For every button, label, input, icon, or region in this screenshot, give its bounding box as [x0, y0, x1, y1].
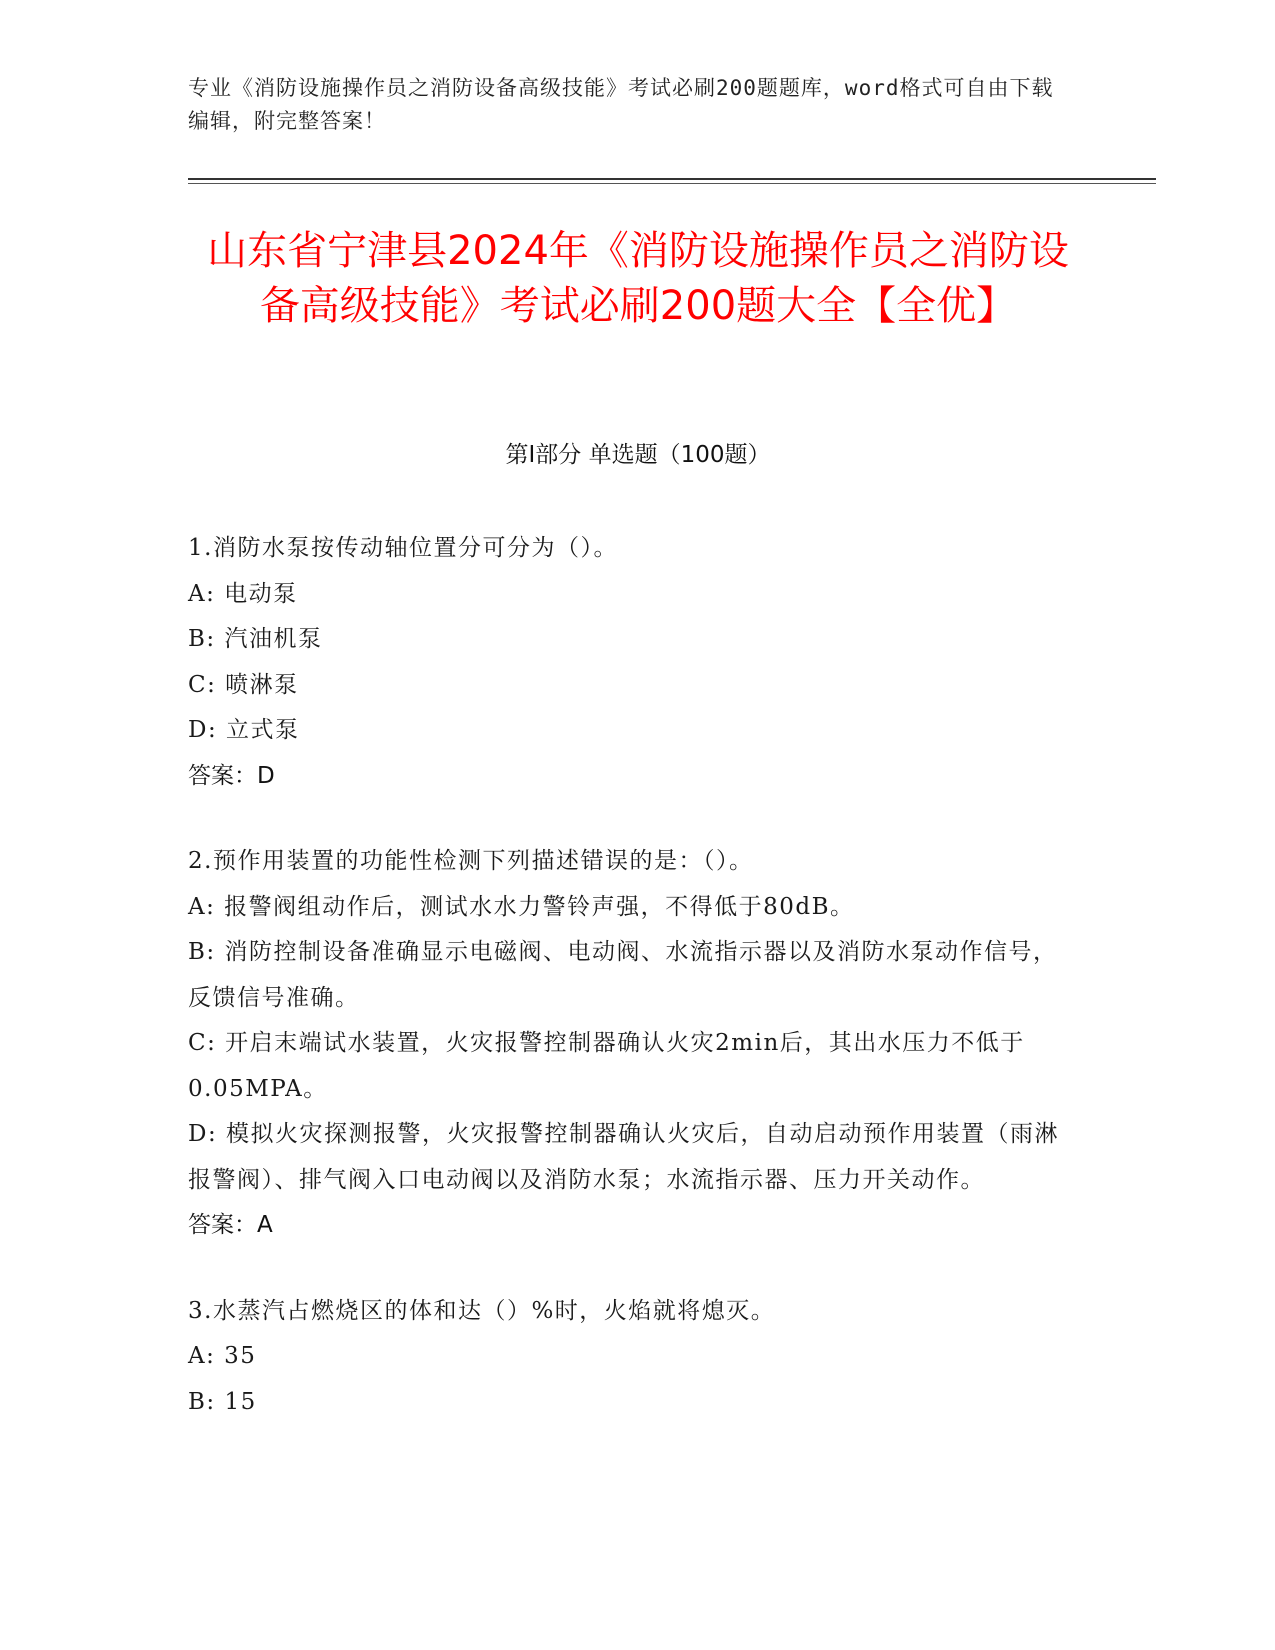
- option-c: C: 喷淋泵: [188, 671, 299, 698]
- header-divider: [188, 178, 1156, 180]
- document-title: 山东省宁津县2024年《消防设施操作员之消防设备高级技能》考试必刷200题大全【全优】: [207, 228, 1069, 329]
- question-1: [188, 526, 1078, 799]
- header-divider-thin: [188, 183, 1156, 184]
- question-list: [188, 526, 1078, 1465]
- option-b: B: 15: [188, 1388, 257, 1415]
- question-3: [188, 1289, 1078, 1426]
- option-b: B: 汽油机泵: [188, 626, 323, 652]
- option-c: C: 开启末端试水装置，火灾报警控制器确认火灾2min后，其出水压力不低于0.05MPA。: [188, 1030, 1025, 1102]
- question-2: [188, 839, 1078, 1249]
- header-note: 专业《消防设施操作员之消防设备高级技能》考试必刷200题题库，word格式可自由下载编辑，附完整答案！: [188, 76, 1054, 133]
- option-a: A: 电动泵: [188, 580, 298, 607]
- option-b: B: 消防控制设备准确显示电磁阀、电动阀、水流指示器以及消防水泵动作信号，反馈信号准确。: [188, 939, 1058, 1011]
- answer: 答案：A: [188, 1212, 273, 1238]
- option-d: D: 模拟火灾探测报警，火灾报警控制器确认火灾后，自动启动预作用装置（雨淋报警阀）、排气阀入口电动阀以及消防水泵；水流指示器、压力开关动作。: [188, 1121, 1060, 1193]
- answer: 答案：D: [188, 762, 275, 789]
- question-stem: 3.水蒸汽占燃烧区的体和达（）%时，火焰就将熄灭。: [188, 1297, 776, 1324]
- option-d: D: 立式泵: [188, 717, 300, 743]
- question-stem: 2.预作用装置的功能性检测下列描述错误的是：（）。: [188, 848, 754, 874]
- section-heading: 第Ⅰ部分 单选题（100题）: [505, 442, 771, 468]
- question-stem: 1.消防水泵按传动轴位置分可分为（）。: [188, 535, 618, 561]
- option-a: A: 35: [188, 1343, 257, 1369]
- option-a: A: 报警阀组动作后，测试水水力警铃声强，不得低于80dB。: [188, 893, 855, 920]
